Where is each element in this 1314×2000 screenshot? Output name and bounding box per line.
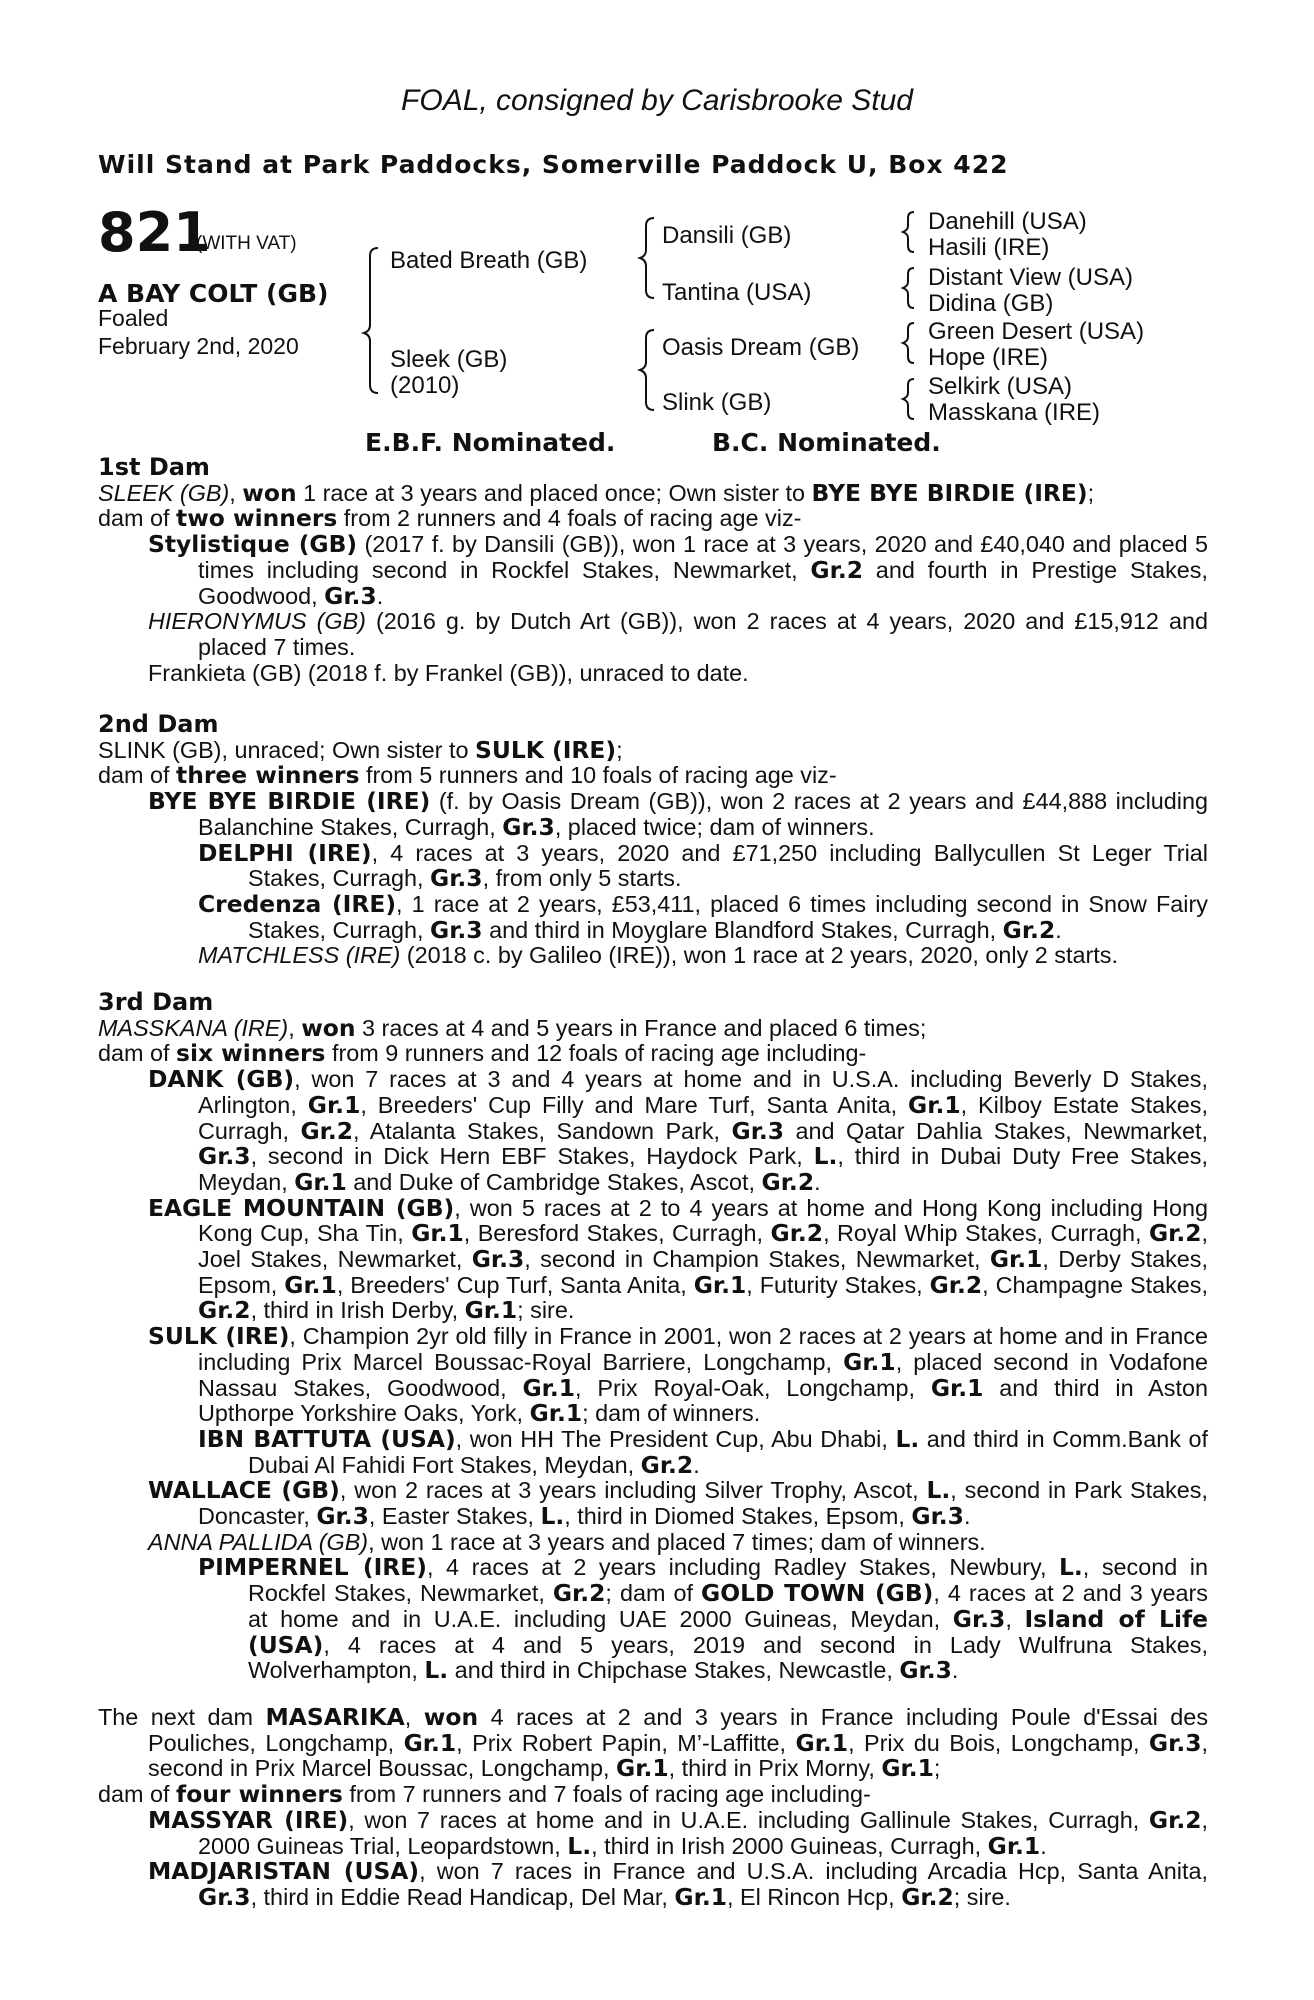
second-dam-line: SLINK (GB), unraced; Own sister to SULK (IRE); [98,735,623,764]
stand-location: Will Stand at Park Paddocks, Somerville Paddock U, Box 422 [98,150,1009,179]
pedigree-brackets [0,0,1314,470]
sire: Bated Breath (GB) [390,247,588,274]
lot-description: A BAY COLT (GB) [98,279,329,308]
produce-delphi: DELPHI (IRE), 4 races at 3 years, 2020 and £71,250 including Ballycullen St Leger Trial Stakes, Curragh, Gr.3, from only 5 starts. [198,838,1208,893]
dam-year: (2010) [390,372,460,399]
next-dam-produce-summary: dam of four winners from 7 runners and 7 foals of racing age including- [98,1780,871,1809]
produce-frankieta: Frankieta (GB) (2018 f. by Frankel (GB)), unraced to date. [148,659,749,686]
second-dam-section [98,712,1208,969]
produce-pimpernel: PIMPERNEL (IRE), 4 races at 2 years including Radley Stakes, Newbury, L., second in Rockfel Stakes, Newmarket, Gr.2; dam of GOLD TOWN (GB), 4 races at 2 and 3 years at home and in U.A.E. including UAE 2000 Guineas, Meydan, Gr.3, Island of Life (USA), 4 races at 4 and 5 years, 2019 and second in Lady Wulfruna Stakes, Wolverhampton, L. and third in Chipchase Stakes, Newcastle, Gr.3. [198,1553,1209,1685]
produce-dank: DANK (GB), won 7 races at 3 and 4 years at home and in U.S.A. including Beverly D Stakes, Arlington, Gr.1, Breeders' Cup Filly and Mare Turf, Santa Anita, Gr.1, Kilboy Estate Stakes, Curragh, Gr.2, Atalanta Stakes, Sandown Park, Gr.3 and Qatar Dahlia Stakes, Newmarket, Gr.3, second in Dick Hern EBF Stakes, Haydock Park, L., third in Dubai Duty Free Stakes, Meydan, Gr.1 and Duke of Cambridge Stakes, Ascot, Gr.2. [148,1065,1208,1196]
produce-matchless: MATCHLESS (IRE) (2018 c. by Galileo (IRE)), won 1 race at 2 years, 2020, only 2 starts. [198,942,1118,969]
second-dam-heading: 2nd Dam [98,710,219,738]
dam-sire: Oasis Dream (GB) [662,334,860,361]
page-title: FOAL, consigned by Carisbrooke Stud [401,84,913,117]
produce-sulk: SULK (IRE), Champion 2yr old filly in France in 2001, won 2 races at 2 years at home and in France including Prix Marcel Boussac-Royal Barriere, Longchamp, Gr.1, placed second in Vodafone Nassau Stakes, Goodwood, Gr.1, Prix Royal-Oak, Longchamp, Gr.1 and third in Aston Upthorpe Yorkshire Oaks, York, Gr.1; dam of winners. [148,1322,1208,1428]
sire-sire: Dansili (GB) [662,222,792,249]
gg-6: Hope (IRE) [928,344,1049,371]
bc-nominated: B.C. Nominated. [712,428,941,457]
produce-ibn-battuta: IBN BATTUTA (USA), won HH The President Cup, Abu Dhabi, L. and third in Comm.Bank of Dubai Al Fahidi Fort Stakes, Meydan, Gr.2. [198,1424,1208,1479]
first-dam-heading: 1st Dam [98,453,210,481]
produce-bye-bye-birdie: BYE BYE BIRDIE (IRE) (f. by Oasis Dream (GB)), won 2 races at 2 years and £44,888 including Balanchine Stakes, Curragh, Gr.3, placed twice; dam of winners. [148,787,1208,841]
second-dam-produce-summary: dam of three winners from 5 runners and 10 foals of racing age viz- [98,761,837,790]
first-dam-produce-summary: dam of two winners from 2 runners and 4 foals of racing age viz- [98,504,802,533]
third-dam-line: MASSKANA (IRE), won 3 races at 4 and 5 years in France and placed 6 times; [98,1013,927,1042]
produce-anna-pallida: ANNA PALLIDA (GB), won 1 race at 3 years and placed 7 times; dam of winners. [148,1528,986,1555]
foaled-label: Foaled [98,305,169,331]
gg-2: Hasili (IRE) [928,234,1050,261]
first-dam-section [98,455,1208,686]
sire-dam: Tantina (USA) [662,279,812,306]
next-dam-section [98,1705,1208,1911]
produce-stylistique: Stylistique (GB) (2017 f. by Dansili (GB)), won 1 race at 3 years, 2020 and £40,040 and placed 5 times including second in Rockfel Stakes, Newmarket, Gr.2 and fourth in Prestige Stakes, Goodwood, Gr.3. [148,530,1208,610]
next-dam-line: The next dam MASARIKA, won 4 races at 2 and 3 years in France including Poule d'Essai des Pouliches, Longchamp, Gr.1, Prix Robert Papin, M’-Laffitte, Gr.1, Prix du Bois, Longchamp, Gr.3, second in Prix Marcel Boussac, Longchamp, Gr.1, third in Prix Morny, Gr.1; [98,1703,1209,1783]
gg-3: Distant View (USA) [928,264,1133,291]
gg-1: Danehill (USA) [928,208,1087,235]
produce-madjaristan: MADJARISTAN (USA), won 7 races in France and U.S.A. including Arcadia Hcp, Santa Anita, Gr.3, third in Eddie Read Handicap, Del Mar, Gr.1, El Rincon Hcp, Gr.2; sire. [148,1857,1208,1911]
dam: Sleek (GB) [390,346,508,373]
gg-4: Didina (GB) [928,290,1054,317]
produce-credenza: Credenza (IRE), 1 race at 2 years, £53,411, placed 6 times including second in Snow Fairy Stakes, Curragh, Gr.3 and third in Moyglare Blandford Stakes, Curragh, Gr.2. [198,889,1208,944]
foaled-date: February 2nd, 2020 [98,333,299,359]
third-dam-heading: 3rd Dam [98,988,214,1016]
third-dam-produce-summary: dam of six winners from 9 runners and 12 foals of racing age including- [98,1039,867,1068]
produce-hieronymus: HIERONYMUS (GB) (2016 g. by Dutch Art (GB)), won 2 races at 4 years, 2020 and £15,912 and placed 7 times. [148,608,1208,660]
produce-wallace: WALLACE (GB), won 2 races at 3 years including Silver Trophy, Ascot, L., second in Park Stakes, Doncaster, Gr.3, Easter Stakes, L., third in Diomed Stakes, Epsom, Gr.3. [148,1476,1208,1531]
dam-dam: Slink (GB) [662,389,772,416]
vat-note: (WITH VAT) [196,233,297,254]
gg-5: Green Desert (USA) [928,318,1145,345]
first-dam-line: SLEEK (GB), won 1 race at 3 years and placed once; Own sister to BYE BYE BIRDIE (IRE); [98,478,1095,507]
third-dam-section [98,990,1208,1684]
lot-number: 821 [98,201,211,264]
gg-8: Masskana (IRE) [928,399,1101,426]
produce-eagle-mountain: EAGLE MOUNTAIN (GB), won 5 races at 2 to 4 years at home and Hong Kong including Hong Kong Cup, Sha Tin, Gr.1, Beresford Stakes, Curragh, Gr.2, Royal Whip Stakes, Curragh, Gr.2, Joel Stakes, Newmarket, Gr.3, second in Champion Stakes, Newmarket, Gr.1, Derby Stakes, Epsom, Gr.1, Breeders' Cup Turf, Santa Anita, Gr.1, Futurity Stakes, Gr.2, Champagne Stakes, Gr.2, third in Irish Derby, Gr.1; sire. [148,1193,1209,1325]
ebf-nominated: E.B.F. Nominated. [365,428,616,457]
gg-7: Selkirk (USA) [928,373,1073,400]
produce-massyar: MASSYAR (IRE), won 7 races at home and in U.A.E. including Gallinule Stakes, Curragh, Gr.2, 2000 Guineas Trial, Leopardstown, L., third in Irish 2000 Guineas, Curragh, Gr.1. [148,1805,1208,1860]
